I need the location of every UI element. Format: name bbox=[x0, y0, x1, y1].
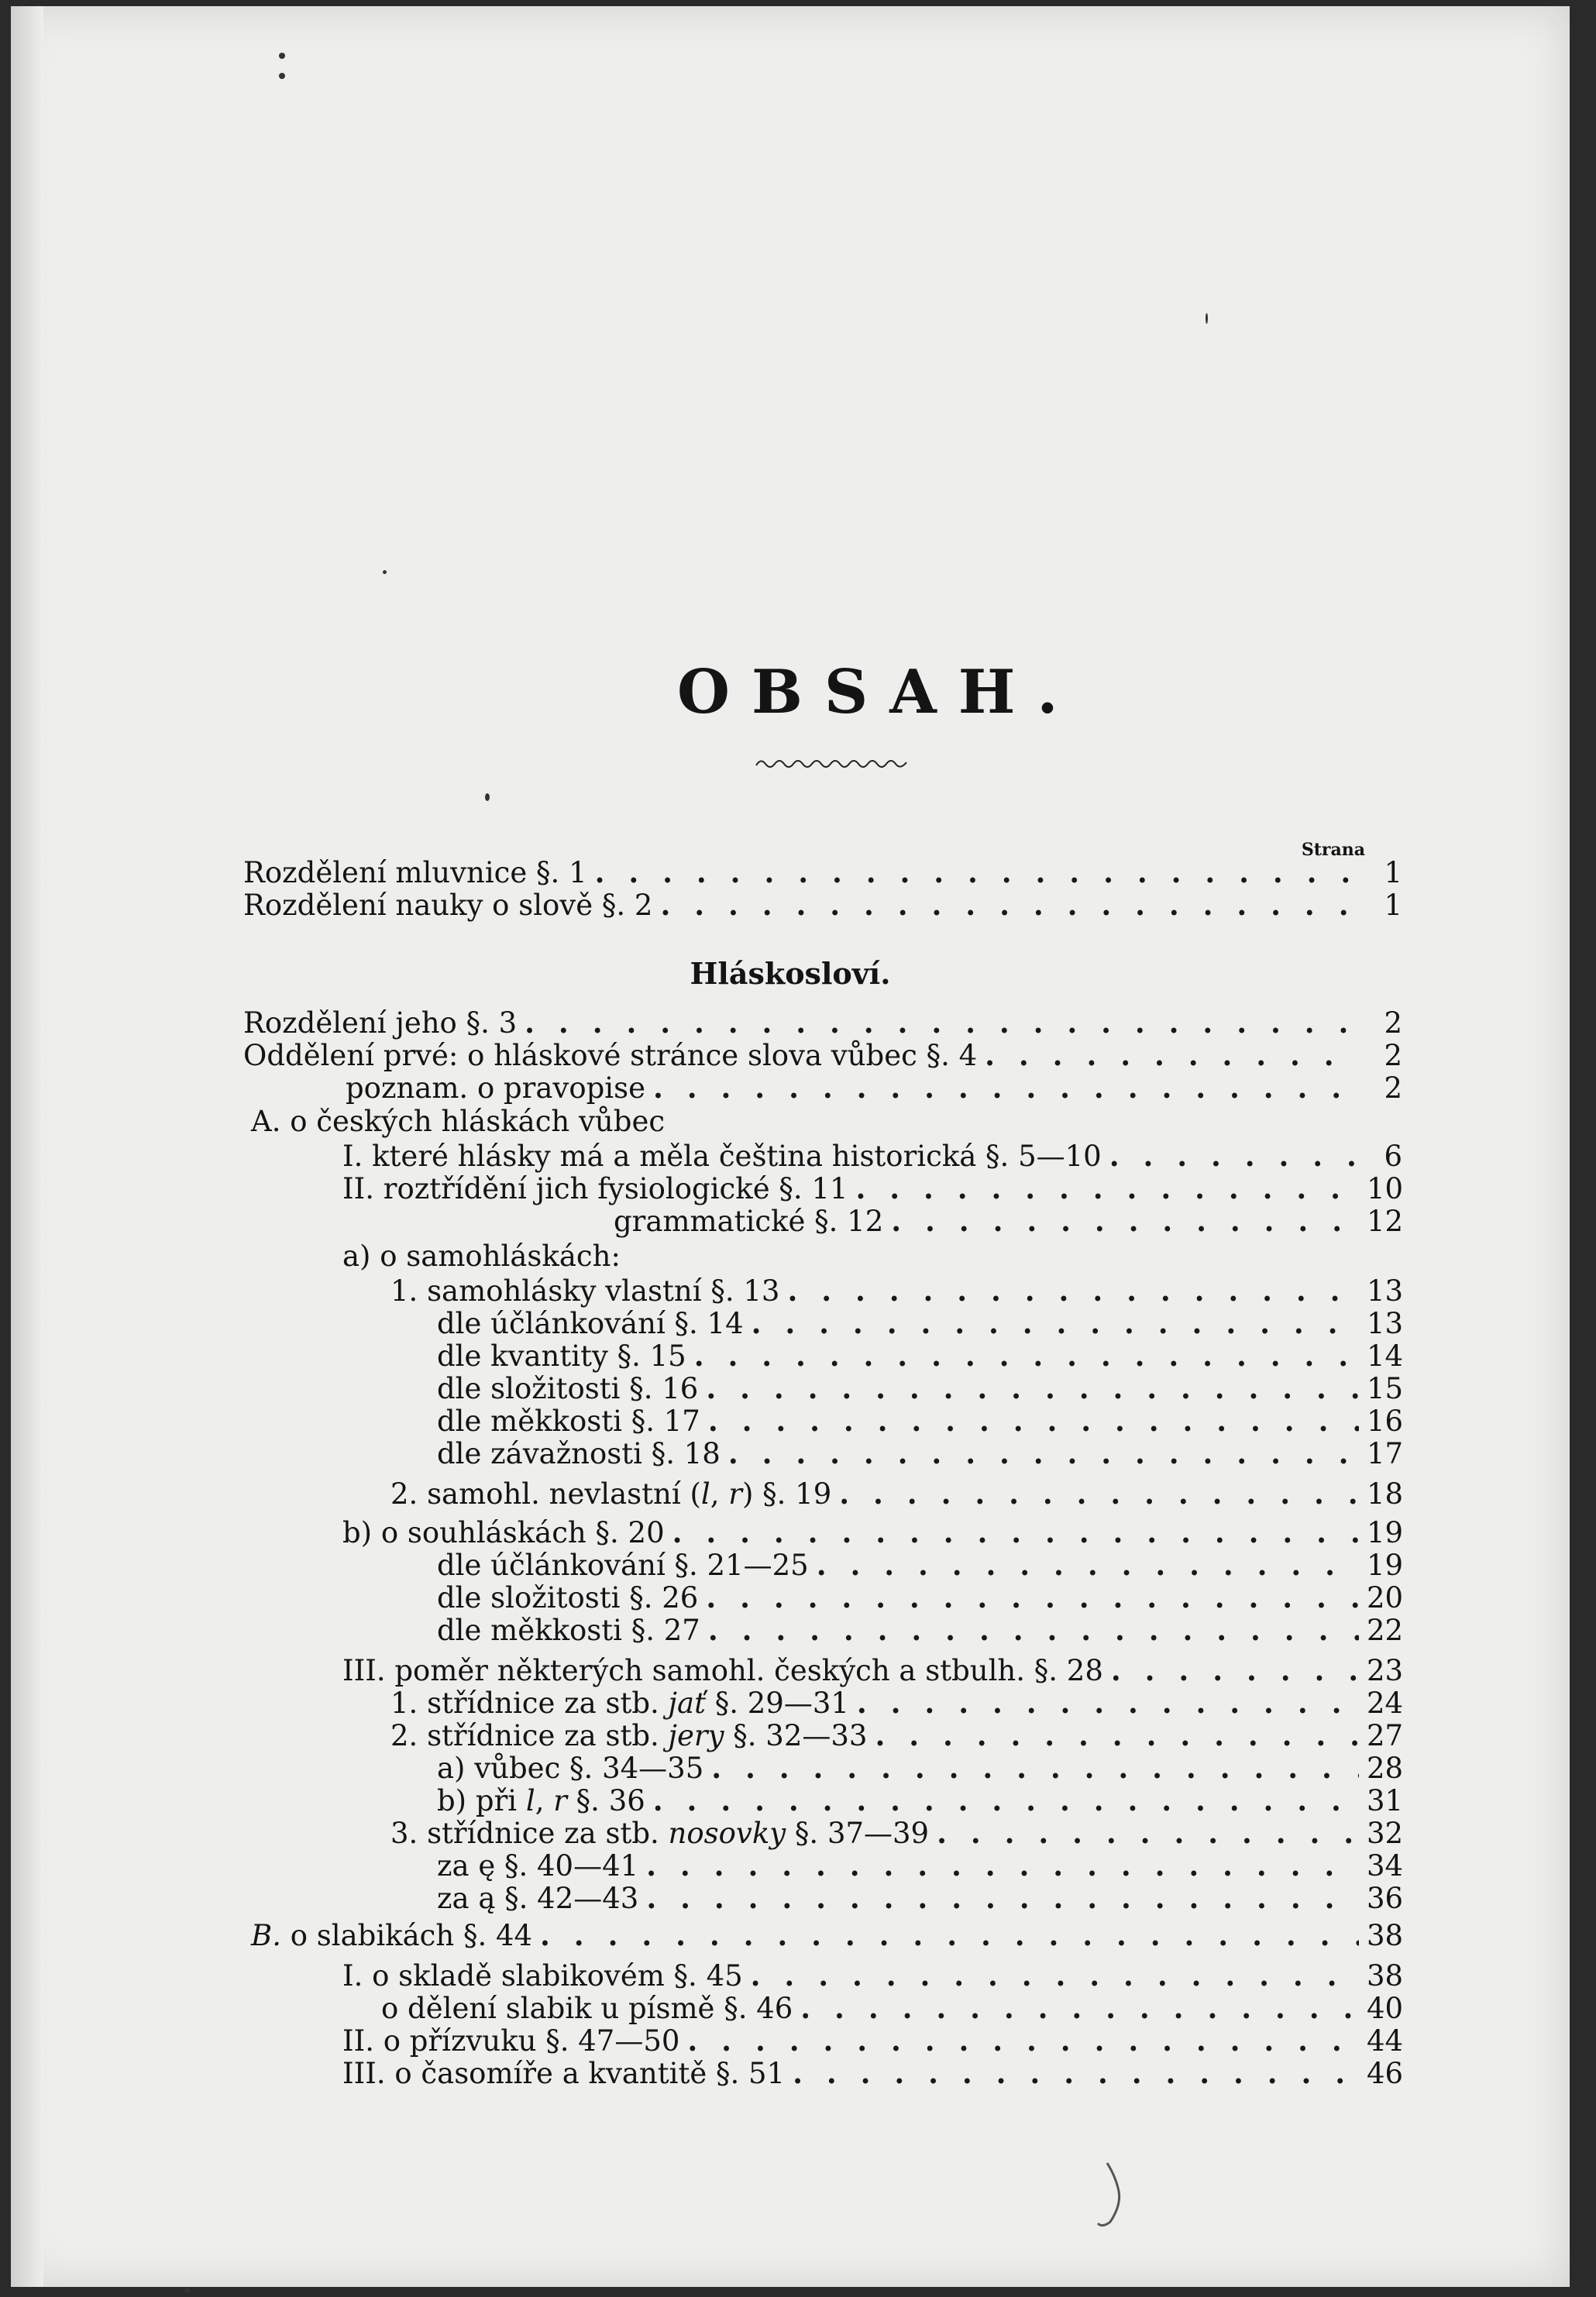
toc-entry bbox=[342, 2024, 1402, 2056]
dot-leader bbox=[857, 1686, 1359, 1720]
page-column-header: Strana bbox=[1301, 840, 1365, 860]
toc-entry-label: dle měkkosti §. 27 bbox=[437, 1614, 700, 1647]
toc-entry-page: 23 bbox=[1367, 1654, 1404, 1687]
dot-leader bbox=[817, 1548, 1359, 1582]
dot-leader bbox=[1109, 1139, 1359, 1173]
toc-entry bbox=[614, 1204, 1402, 1236]
dot-leader bbox=[711, 1751, 1359, 1785]
toc-entry bbox=[251, 1918, 1402, 1951]
dot-leader bbox=[985, 1038, 1359, 1072]
toc-entry-label: Rozdělení nauky o slově §. 2 bbox=[243, 889, 653, 922]
scan-speck bbox=[383, 570, 387, 574]
toc-entry-label: Oddělení prvé: o hláskové stránce slova vůbec §. 4 bbox=[243, 1039, 978, 1072]
toc-entry-page: 16 bbox=[1367, 1405, 1404, 1438]
toc-entry-label: grammatické §. 12 bbox=[614, 1205, 884, 1238]
toc-entry bbox=[437, 1371, 1402, 1404]
dot-leader bbox=[540, 1918, 1359, 1952]
dot-leader bbox=[728, 1436, 1359, 1470]
toc-entry-page: 6 bbox=[1384, 1140, 1402, 1173]
toc-entry bbox=[437, 1306, 1402, 1339]
toc-entry-label: III. o časomíře a kvantitě §. 51 bbox=[342, 2057, 786, 2090]
dot-leader bbox=[687, 2024, 1359, 2058]
toc-entry-label: 1. střídnice za stb. jať §. 29—31 bbox=[390, 1687, 849, 1720]
toc-entry-page: 36 bbox=[1367, 1882, 1404, 1915]
toc-entry bbox=[437, 1436, 1402, 1469]
toc-entry bbox=[437, 1751, 1402, 1783]
dot-leader bbox=[595, 855, 1359, 889]
toc-entry bbox=[342, 1515, 1402, 1548]
toc-entry-page: 28 bbox=[1367, 1752, 1404, 1785]
toc-entry-page: 1 bbox=[1384, 889, 1402, 922]
toc-entry-page: 44 bbox=[1367, 2024, 1404, 2058]
toc-entry bbox=[390, 1274, 1402, 1306]
toc-entry-label: 2. samohl. nevlastní (l, r) §. 19 bbox=[390, 1477, 832, 1511]
toc-entry-page: 38 bbox=[1367, 1919, 1404, 1952]
dot-leader bbox=[937, 1816, 1359, 1850]
dot-leader bbox=[708, 1613, 1359, 1647]
dot-leader bbox=[793, 2056, 1359, 2090]
toc-entry-page: 15 bbox=[1367, 1372, 1404, 1405]
toc-entry-label: za ę §. 40—41 bbox=[437, 1849, 639, 1883]
toc-entry bbox=[346, 1071, 1402, 1103]
toc-entry-page: 1 bbox=[1384, 856, 1402, 889]
toc-entry bbox=[390, 1718, 1402, 1751]
toc-entry bbox=[390, 1477, 1402, 1509]
dot-leader bbox=[706, 1371, 1359, 1405]
toc-entry-page: 10 bbox=[1367, 1172, 1404, 1205]
toc-entry-page: 2 bbox=[1384, 1071, 1402, 1105]
scan-speck bbox=[279, 73, 285, 79]
toc-entry-page: 19 bbox=[1367, 1549, 1404, 1582]
toc-entry-page: 17 bbox=[1367, 1437, 1404, 1470]
toc-entry-page: 24 bbox=[1367, 1687, 1404, 1720]
toc-entry bbox=[390, 1686, 1402, 1718]
toc-entry-label: dle účlánkování §. 14 bbox=[437, 1307, 744, 1340]
toc-entry-page: 38 bbox=[1367, 1959, 1404, 1993]
toc-entry bbox=[437, 1613, 1402, 1645]
toc-entry bbox=[437, 1404, 1402, 1436]
dot-leader bbox=[839, 1477, 1359, 1511]
toc-entry-page: 2 bbox=[1384, 1039, 1402, 1072]
dot-leader bbox=[751, 1958, 1359, 1993]
toc-entry-label: III. poměr některých samohl. českých a stbulh. §. 28 bbox=[342, 1654, 1103, 1687]
toc-entry-label: dle kvantity §. 15 bbox=[437, 1339, 686, 1373]
toc-entry-page: 19 bbox=[1367, 1516, 1404, 1549]
toc-entry-label: b) při l, r §. 36 bbox=[437, 1784, 645, 1817]
toc-entry bbox=[342, 1139, 1402, 1171]
toc-entry-label: II. o přízvuku §. 47—50 bbox=[342, 2024, 680, 2058]
scan-speck bbox=[279, 53, 285, 59]
toc-entry-label: Rozdělení jeho §. 3 bbox=[243, 1006, 518, 1040]
dot-leader bbox=[525, 1006, 1359, 1040]
toc-entry-page: 18 bbox=[1367, 1477, 1404, 1511]
toc-entry-label: poznam. o pravopise bbox=[346, 1071, 646, 1105]
toc-entry-label: za ą §. 42—43 bbox=[437, 1882, 639, 1915]
scan-speck bbox=[1206, 313, 1208, 324]
toc-entry bbox=[243, 1038, 1402, 1071]
pencil-mark bbox=[1092, 2160, 1154, 2230]
dot-leader bbox=[708, 1404, 1359, 1438]
toc-entry-label: B. o slabikách §. 44 bbox=[251, 1919, 533, 1952]
toc-entry bbox=[437, 1783, 1402, 1816]
toc-entry-label: I. které hlásky má a měla čeština historická §. 5—10 bbox=[342, 1140, 1102, 1173]
dot-leader bbox=[646, 1848, 1359, 1883]
scan-speck bbox=[485, 793, 490, 801]
toc-subheading: A. o českých hláskách vůbec bbox=[251, 1105, 666, 1138]
dot-leader bbox=[660, 888, 1359, 922]
toc-entry bbox=[437, 1848, 1402, 1881]
toc-entry-page: 2 bbox=[1384, 1006, 1402, 1040]
toc-entry-label: dle účlánkování §. 21—25 bbox=[437, 1549, 809, 1582]
toc-entry-page: 31 bbox=[1367, 1784, 1404, 1817]
document-page bbox=[11, 6, 1570, 2287]
dot-leader bbox=[653, 1071, 1359, 1105]
toc-entry-label: dle složitosti §. 26 bbox=[437, 1581, 699, 1614]
toc-entry-page: 46 bbox=[1367, 2057, 1404, 2090]
toc-entry-label: II. roztřídění jich fysiologické §. 11 bbox=[342, 1172, 848, 1205]
toc-entry-page: 20 bbox=[1367, 1581, 1404, 1614]
dot-leader bbox=[800, 1991, 1359, 2025]
dot-leader bbox=[787, 1274, 1359, 1308]
toc-entry-page: 13 bbox=[1367, 1274, 1404, 1308]
toc-entry-label: b) o souhláskách §. 20 bbox=[342, 1516, 665, 1549]
toc-entry-label: 2. střídnice za stb. jery §. 32—33 bbox=[390, 1719, 868, 1752]
dot-leader bbox=[646, 1881, 1359, 1915]
toc-entry-label: I. o skladě slabikovém §. 45 bbox=[342, 1959, 743, 1993]
page-title: OBSAH. bbox=[677, 657, 1080, 727]
toc-entry bbox=[390, 1816, 1402, 1848]
title-flourish-ornament bbox=[755, 755, 910, 773]
toc-entry-label: 1. samohlásky vlastní §. 13 bbox=[390, 1274, 780, 1308]
page-binding-shadow bbox=[11, 6, 43, 2287]
dot-leader bbox=[694, 1339, 1359, 1373]
toc-entry bbox=[342, 2056, 1402, 2089]
dot-leader bbox=[653, 1783, 1359, 1817]
toc-entry bbox=[437, 1339, 1402, 1371]
toc-entry bbox=[342, 1958, 1402, 1991]
toc-entry bbox=[243, 855, 1402, 888]
toc-entry bbox=[243, 888, 1402, 920]
toc-entry bbox=[381, 1991, 1402, 2024]
toc-entry-label: dle měkkosti §. 17 bbox=[437, 1405, 700, 1438]
toc-entry-page: 12 bbox=[1367, 1205, 1404, 1238]
toc-entry-label: dle závažnosti §. 18 bbox=[437, 1437, 721, 1470]
toc-entry-label: dle složitosti §. 16 bbox=[437, 1372, 699, 1405]
toc-entry-label: 3. střídnice za stb. nosovky §. 37—39 bbox=[390, 1817, 930, 1850]
toc-entry-page: 32 bbox=[1367, 1817, 1404, 1850]
dot-leader bbox=[706, 1580, 1359, 1614]
toc-entry-page: 14 bbox=[1367, 1339, 1404, 1373]
toc-entry bbox=[342, 1171, 1402, 1204]
toc-entry bbox=[437, 1580, 1402, 1613]
toc-entry bbox=[437, 1548, 1402, 1580]
toc-entry-page: 22 bbox=[1367, 1614, 1404, 1647]
dot-leader bbox=[752, 1306, 1359, 1340]
dot-leader bbox=[891, 1204, 1359, 1238]
toc-entry-label: Rozdělení mluvnice §. 1 bbox=[243, 856, 587, 889]
dot-leader bbox=[1111, 1653, 1359, 1687]
dot-leader bbox=[875, 1718, 1359, 1752]
toc-entry-page: 34 bbox=[1367, 1849, 1404, 1883]
dot-leader bbox=[672, 1515, 1359, 1549]
toc-entry-label: a) vůbec §. 34—35 bbox=[437, 1752, 704, 1785]
toc-entry-page: 27 bbox=[1367, 1719, 1404, 1752]
toc-entry bbox=[243, 1006, 1402, 1038]
scan-speck bbox=[184, 2288, 190, 2293]
toc-entry bbox=[342, 1653, 1402, 1686]
toc-subheading: a) o samohláskách: bbox=[342, 1240, 621, 1273]
toc-entry bbox=[437, 1881, 1402, 1914]
section-heading-hlaskoslovi: Hláskosloví. bbox=[690, 956, 891, 991]
toc-entry-page: 40 bbox=[1367, 1992, 1404, 2025]
toc-entry-page: 13 bbox=[1367, 1307, 1404, 1340]
dot-leader bbox=[855, 1171, 1359, 1205]
toc-entry-label: o dělení slabik u písmě §. 46 bbox=[381, 1992, 793, 2025]
